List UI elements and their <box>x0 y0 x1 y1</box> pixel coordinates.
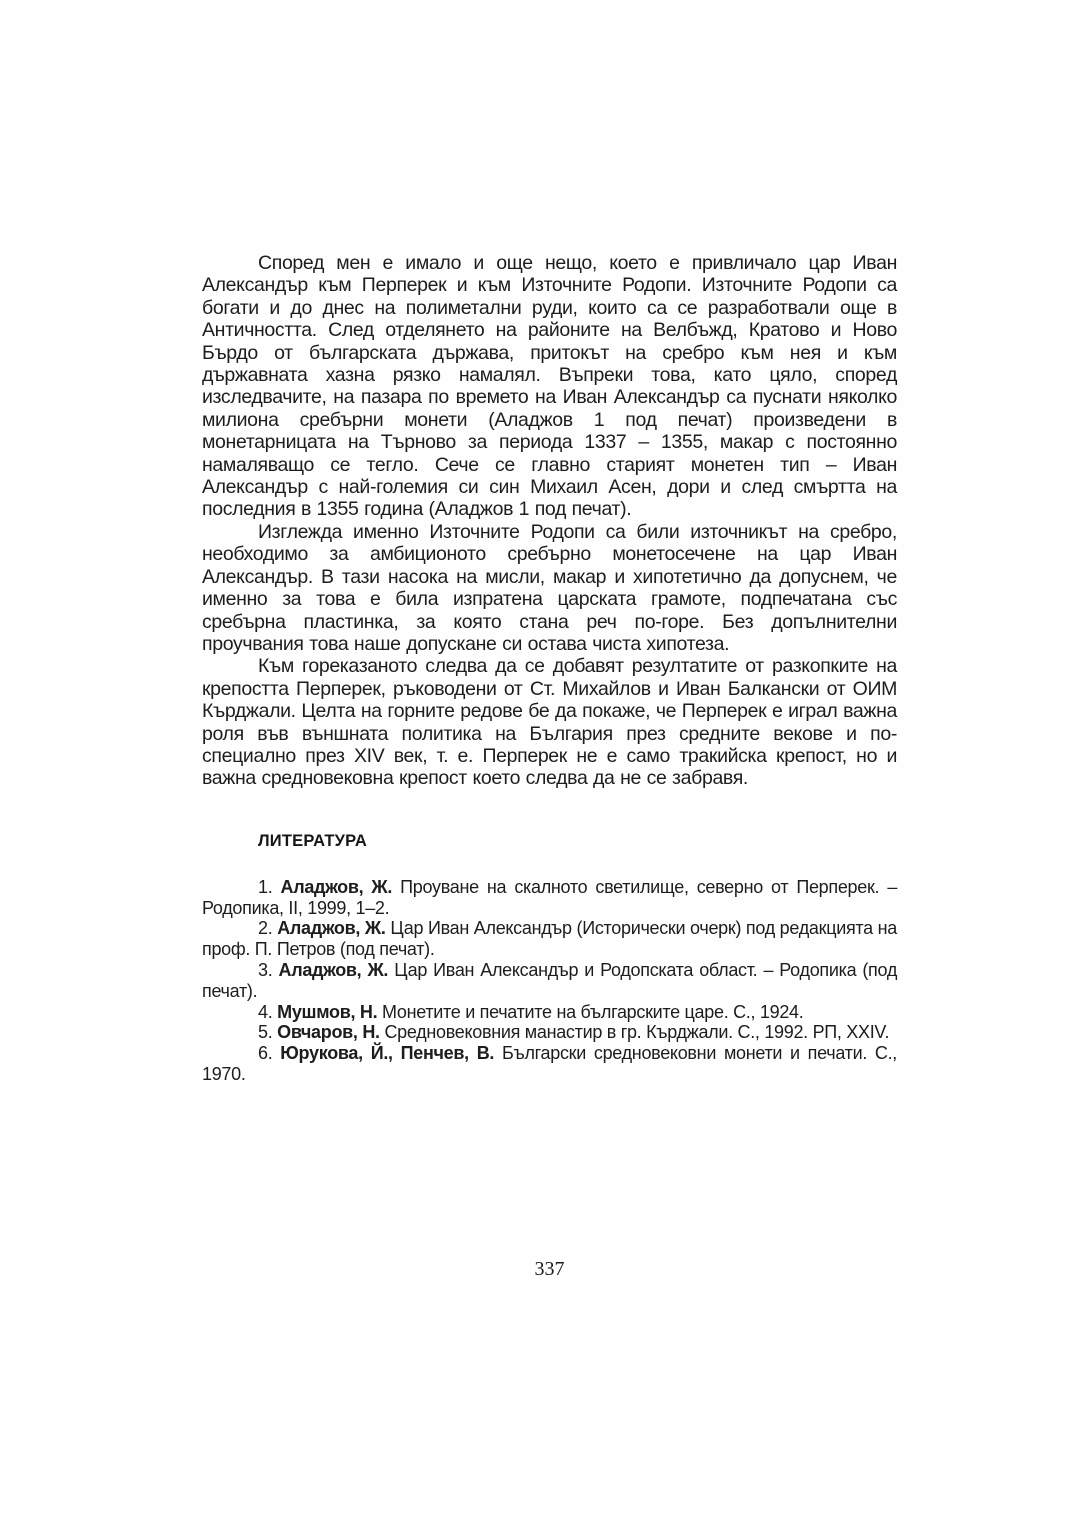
bibliography-heading: ЛИТЕРАТУРА <box>258 831 367 850</box>
reference-number: 2. <box>258 918 273 939</box>
reference-number: 4. <box>258 1001 273 1022</box>
reference-item-1 <box>202 877 897 919</box>
reference-text: Цар Иван Александър и Родопската област. – Родопика (под печат). <box>202 959 898 1001</box>
reference-author: Аладжов, Ж. <box>277 918 386 939</box>
reference-author: Овчаров, Н. <box>277 1022 380 1043</box>
reference-text: Монетите и печатите на българските царе. С., 1924. <box>381 1001 804 1022</box>
reference-author: Аладжов, Ж. <box>278 959 389 980</box>
reference-text: Проуване на скалното светилище, северно от Перперек. – Родопика, II, 1999, 1–2. <box>202 876 898 918</box>
reference-text: Средновековния манастир в гр. Кърджали. С., 1992. РП, XXIV. <box>384 1022 890 1043</box>
reference-item-6 <box>202 1043 897 1085</box>
reference-list <box>202 877 897 1085</box>
reference-text: Български средновековни монети и печати. С., 1970. <box>202 1043 898 1084</box>
reference-number: 6. <box>258 1043 273 1064</box>
paragraph-2: Изглежда именно Източните Родопи са били източникът на сребро, необходимо за амбиционото сребърно монетосечене на цар Иван Александър. В тази насока на мисли, макар и хипотетично да допуснем, че именно за това е била изпратена царската грамоте, подпечатана със сребърна пластинка, за която стана реч по-горе. Без допълнителни проучвания това наше допускане си остава чиста хипотеза. <box>202 520 897 655</box>
reference-number: 1. <box>258 876 273 897</box>
reference-item-4 <box>202 1002 897 1023</box>
reference-item-2 <box>202 918 897 960</box>
reference-author: Аладжов, Ж. <box>280 876 393 897</box>
reference-number: 3. <box>258 959 273 980</box>
paragraph-1: Според мен е имало и още нещо, което е привличало цар Иван Александър към Перперек и към Източните Родопи. Източните Родопи са богати и до днес на полиметални руди, които са се разработвали още в Античността. След отделянето на районите на Велбъжд, Кратово и Ново Бърдо от българската държава, притокът на сребро към нея и към държавната хазна рязко намалял. Въпреки това, като цяло, според изследвачите, на пазара по времето на Иван Александър са пуснати няколко милиона сребърни монети (Аладжов 1 под печат) произведени в монетарницата на Търново за периода 1337 – 1355, макар с постоянно намаляващо се тегло. Сече се главно старият монетен тип – Иван Александър с най-големия си син Михаил Асен, дори и след смъртта на последния в 1355 година (Аладжов 1 под печат). <box>202 252 897 521</box>
reference-item-3 <box>202 960 897 1002</box>
page-number: 337 <box>534 1258 565 1280</box>
paragraph-3: Към гореказаното следва да се добавят резултатите от разкопките на крепостта Перперек, ръководени от Ст. Михайлов и Иван Балкански от ОИМ Кърджали. Целта на горните редове бе да покаже, че Перперек е играл важна роля във външната политика на България през средните векове и по-специално през XIV век, т. е. Перперек не е само тракийска крепост, но и важна средновековна крепост което следва да не се забравя. <box>202 655 897 790</box>
article-body <box>202 252 897 1085</box>
reference-item-5 <box>202 1022 897 1043</box>
reference-text: Цар Иван Александър (Исторически очерк) под редакцията на проф. П. Петров (под печат). <box>202 918 898 960</box>
reference-author: Юрукова, Й., Пенчев, В. <box>280 1043 495 1064</box>
reference-number: 5. <box>258 1022 273 1043</box>
reference-author: Мушмов, Н. <box>277 1001 378 1022</box>
